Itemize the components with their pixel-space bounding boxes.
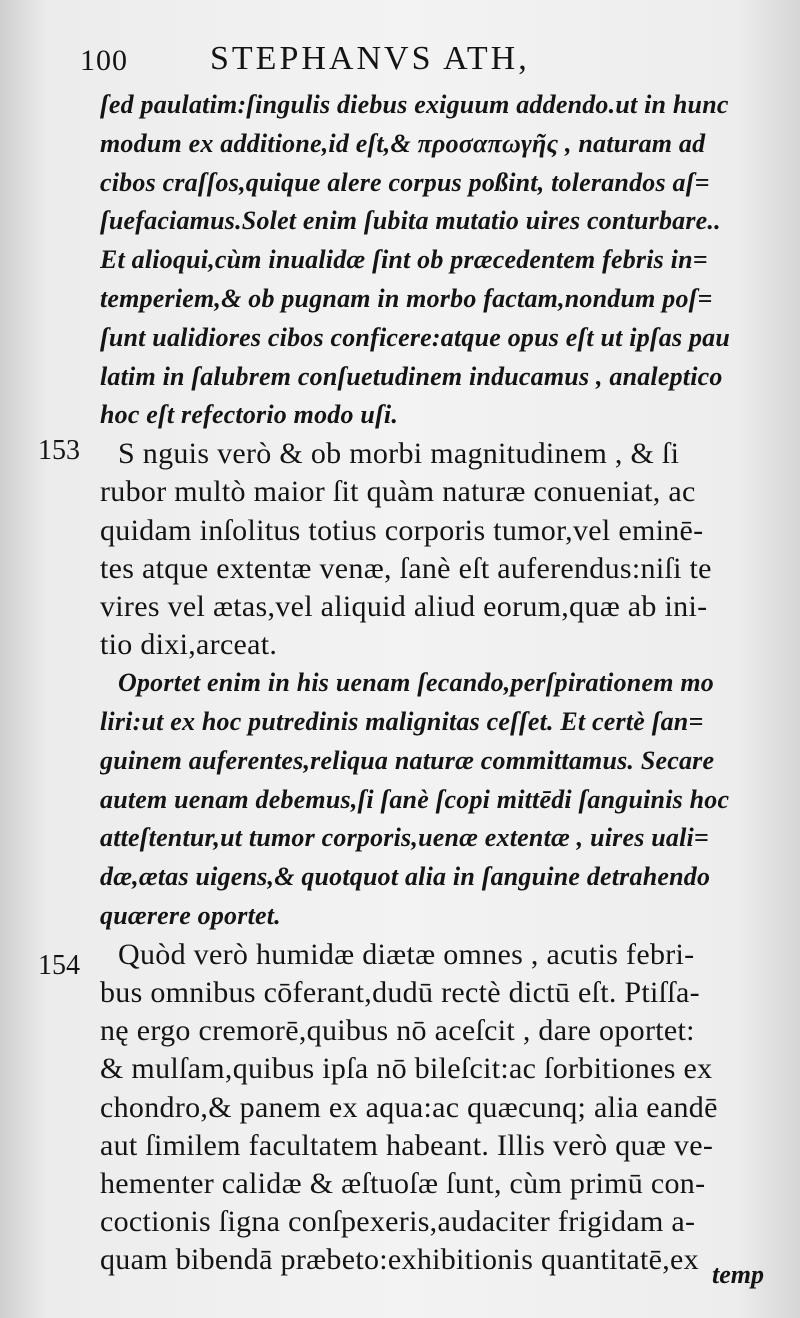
catchword: temp [712, 1260, 764, 1289]
text-line: quidam inſolitus totius corporis tumor,vel eminē- [100, 513, 704, 547]
text-line: & mulſam,quibus ipſa nō bileſcit:ac ſorbitiones ex [100, 1052, 713, 1086]
text-line: ſuefaciamus.Solet enim ſubita mutatio uires conturbare.. [100, 206, 721, 236]
text-line: cibos craſſos,quique alere corpus poßint, tolerandos aſ= [100, 167, 710, 197]
running-head: STEPHANVS ATH, [210, 40, 530, 77]
paragraph-3 [100, 664, 770, 936]
text-line: latim in ſalubrem conſuetudinem inducamus , analeptico [100, 361, 723, 391]
text-line: ſunt ualidiores cibos conficere:atque opus eſt ut ipſas pau [100, 322, 731, 352]
text-line: coctionis ſigna conſpexeris,audaciter frigidam a- [100, 1205, 696, 1239]
body-text [38, 86, 770, 1280]
margin-section-number: 153 [38, 435, 80, 467]
text-line: modum ex additione,id eſt,& προσαπωγῆς , naturam ad [100, 128, 706, 158]
text-line: hoc eſt refectorio modo uſi. [100, 400, 399, 430]
text-line: liri:ut ex hoc putredinis malignitas ceſſet. Et certè ſan= [100, 707, 704, 737]
text-line: S nguis verò & ob morbi magnitudinem , & ſi [118, 437, 680, 471]
text-line: nę ergo cremorē,quibus nō aceſcit , dare oportet: [100, 1014, 695, 1048]
text-line: Et alioqui,cùm inualidæ ſint ob præcedentem febris in= [100, 245, 708, 275]
text-line: Quòd verò humidæ diætæ omnes , acutis febri- [118, 937, 695, 971]
text-line: chondro,& panem ex aqua:ac quæcunq; alia eandē [100, 1090, 718, 1124]
paragraph-1 [100, 86, 770, 435]
text-line: atteſtentur,ut tumor corporis,uenæ extentæ , uires uali= [100, 823, 709, 853]
text-line: guinem auferentes,reliqua naturæ committamus. Secare [100, 745, 715, 775]
text-line: rubor multò maior ſit quàm naturæ conueniat, ac [100, 475, 696, 509]
text-line: temperiem,& ob pugnam in morbo factam,nondum poſ= [100, 283, 713, 313]
paragraph-4 [38, 936, 770, 1280]
page-number: 100 [80, 44, 128, 77]
text-line: quam bibendā præbeto:exhibitionis quantitatē,ex [100, 1243, 699, 1277]
margin-section-number: 154 [38, 949, 80, 981]
text-line: quærere oportet. [100, 901, 281, 931]
text-line: bus omnibus cōferant,dudū rectè dictū eſt. Ptiſſa- [100, 976, 700, 1010]
text-line: dæ,ætas uigens,& quotquot alia in ſanguine detrahendo [100, 862, 711, 892]
page-header [60, 40, 760, 84]
text-line: tio dixi,arceat. [100, 628, 278, 662]
text-line: ſed paulatim:ſingulis diebus exiguum addendo.ut in hunc [100, 90, 729, 119]
text-line: Oportet enim in his uenam ſecando,perſpirationem mo [118, 668, 714, 698]
text-line: tes atque extentæ venæ, ſanè eſt auferendus:niſi te [100, 551, 712, 585]
paragraph-2 [38, 435, 770, 664]
text-line: vires vel ætas,vel aliquid aliud eorum,quæ ab ini- [100, 589, 708, 623]
text-line: autem uenam debemus,ſi ſanè ſcopi mittēdi ſanguinis hoc [100, 784, 730, 814]
text-line: aut ſimilem facultatem habeant. Illis verò quæ ve- [100, 1128, 714, 1162]
text-line: hementer calidæ & æſtuoſæ ſunt, cùm primū con- [100, 1167, 706, 1200]
